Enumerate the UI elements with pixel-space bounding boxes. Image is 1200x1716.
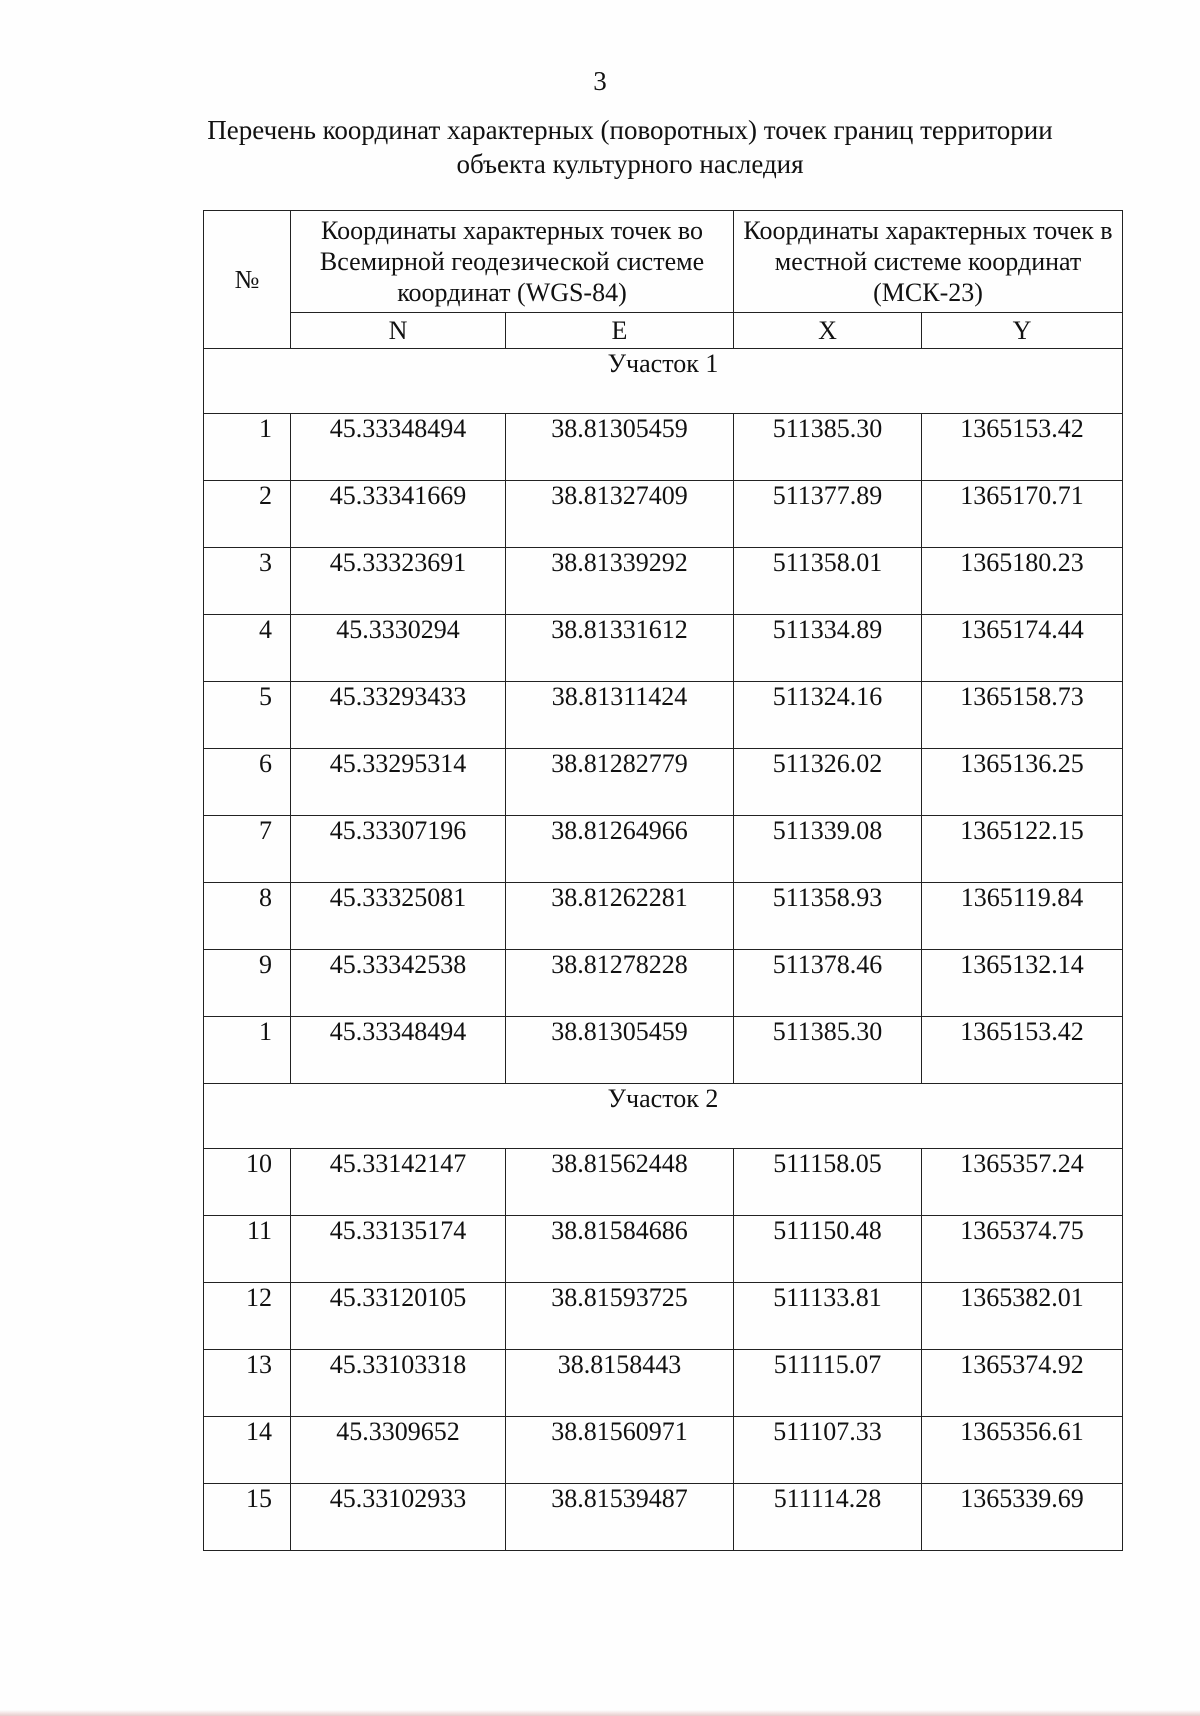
cell-n: 45.3309652 (291, 1417, 506, 1484)
cell-n: 45.33135174 (291, 1216, 506, 1283)
cell-n: 45.33325081 (291, 883, 506, 950)
cell-n: 45.33103318 (291, 1350, 506, 1417)
cell-x: 511339.08 (734, 816, 922, 883)
cell-x: 511115.07 (734, 1350, 922, 1417)
table-row (204, 1017, 1123, 1084)
cell-no: 7 (204, 816, 291, 883)
coordinates-table (203, 210, 1123, 1551)
cell-no: 14 (204, 1417, 291, 1484)
cell-y: 1365339.69 (922, 1484, 1123, 1551)
cell-n: 45.33323691 (291, 548, 506, 615)
document-title-line-2: объекта культурного наследия (456, 149, 804, 179)
cell-x: 511107.33 (734, 1417, 922, 1484)
cell-x: 511326.02 (734, 749, 922, 816)
cell-e: 38.81331612 (506, 615, 734, 682)
header-wgs84: Координаты характерных точек во Всемирной геодезической системе координат (WGS-84) (291, 211, 734, 313)
cell-x: 511378.46 (734, 950, 922, 1017)
header-e: E (506, 313, 734, 349)
cell-e: 38.81327409 (506, 481, 734, 548)
cell-n: 45.33307196 (291, 816, 506, 883)
cell-x: 511385.30 (734, 1017, 922, 1084)
cell-x: 511158.05 (734, 1149, 922, 1216)
cell-e: 38.81560971 (506, 1417, 734, 1484)
cell-e: 38.81262281 (506, 883, 734, 950)
cell-no: 1 (204, 414, 291, 481)
cell-y: 1365158.73 (922, 682, 1123, 749)
section-title: Участок 1 (204, 349, 1123, 414)
cell-n: 45.3330294 (291, 615, 506, 682)
cell-y: 1365382.01 (922, 1283, 1123, 1350)
section-row (204, 349, 1123, 414)
cell-no: 6 (204, 749, 291, 816)
header-n: N (291, 313, 506, 349)
cell-e: 38.81584686 (506, 1216, 734, 1283)
cell-n: 45.33348494 (291, 1017, 506, 1084)
table-row (204, 414, 1123, 481)
cell-y: 1365356.61 (922, 1417, 1123, 1484)
cell-n: 45.33295314 (291, 749, 506, 816)
cell-y: 1365170.71 (922, 481, 1123, 548)
cell-y: 1365180.23 (922, 548, 1123, 615)
cell-y: 1365122.15 (922, 816, 1123, 883)
cell-e: 38.81282779 (506, 749, 734, 816)
header-number: № (204, 211, 291, 349)
cell-y: 1365153.42 (922, 1017, 1123, 1084)
cell-n: 45.33120105 (291, 1283, 506, 1350)
cell-x: 511385.30 (734, 414, 922, 481)
cell-n: 45.33348494 (291, 414, 506, 481)
table-row (204, 1484, 1123, 1551)
cell-e: 38.81339292 (506, 548, 734, 615)
table-row (204, 1149, 1123, 1216)
cell-no: 3 (204, 548, 291, 615)
cell-no: 13 (204, 1350, 291, 1417)
section-row (204, 1084, 1123, 1149)
table-row (204, 816, 1123, 883)
cell-e: 38.8158443 (506, 1350, 734, 1417)
cell-x: 511114.28 (734, 1484, 922, 1551)
cell-n: 45.33142147 (291, 1149, 506, 1216)
cell-y: 1365153.42 (922, 414, 1123, 481)
cell-e: 38.81305459 (506, 1017, 734, 1084)
cell-y: 1365174.44 (922, 615, 1123, 682)
table-row (204, 883, 1123, 950)
cell-no: 5 (204, 682, 291, 749)
cell-n: 45.33341669 (291, 481, 506, 548)
cell-e: 38.81562448 (506, 1149, 734, 1216)
table-row (204, 1283, 1123, 1350)
cell-no: 10 (204, 1149, 291, 1216)
cell-no: 4 (204, 615, 291, 682)
table-subheader-row (204, 313, 1123, 349)
cell-n: 45.33102933 (291, 1484, 506, 1551)
cell-y: 1365357.24 (922, 1149, 1123, 1216)
table-row (204, 481, 1123, 548)
cell-n: 45.33293433 (291, 682, 506, 749)
cell-x: 511377.89 (734, 481, 922, 548)
table-row (204, 682, 1123, 749)
scan-edge (0, 1710, 1200, 1716)
cell-y: 1365132.14 (922, 950, 1123, 1017)
document-title-line-1: Перечень координат характерных (поворотных) точек границ территории (207, 115, 1053, 145)
cell-y: 1365119.84 (922, 883, 1123, 950)
cell-x: 511324.16 (734, 682, 922, 749)
cell-y: 1365136.25 (922, 749, 1123, 816)
cell-x: 511358.01 (734, 548, 922, 615)
table-row (204, 615, 1123, 682)
page-number: 3 (593, 66, 607, 96)
cell-e: 38.81311424 (506, 682, 734, 749)
table-row (204, 1216, 1123, 1283)
cell-no: 12 (204, 1283, 291, 1350)
cell-no: 2 (204, 481, 291, 548)
section-title: Участок 2 (204, 1084, 1123, 1149)
cell-no: 8 (204, 883, 291, 950)
cell-x: 511334.89 (734, 615, 922, 682)
cell-e: 38.81539487 (506, 1484, 734, 1551)
cell-no: 1 (204, 1017, 291, 1084)
cell-x: 511358.93 (734, 883, 922, 950)
table-row (204, 950, 1123, 1017)
header-y: Y (922, 313, 1123, 349)
cell-y: 1365374.75 (922, 1216, 1123, 1283)
document-title (150, 113, 1110, 181)
cell-y: 1365374.92 (922, 1350, 1123, 1417)
cell-no: 9 (204, 950, 291, 1017)
table-header-row (204, 211, 1123, 313)
cell-no: 15 (204, 1484, 291, 1551)
cell-e: 38.81305459 (506, 414, 734, 481)
cell-e: 38.81593725 (506, 1283, 734, 1350)
header-msk23: Координаты характерных точек в местной системе координат (МСК-23) (734, 211, 1123, 313)
cell-e: 38.81278228 (506, 950, 734, 1017)
cell-no: 11 (204, 1216, 291, 1283)
cell-x: 511150.48 (734, 1216, 922, 1283)
table-row (204, 1350, 1123, 1417)
cell-x: 511133.81 (734, 1283, 922, 1350)
cell-e: 38.81264966 (506, 816, 734, 883)
cell-n: 45.33342538 (291, 950, 506, 1017)
header-x: X (734, 313, 922, 349)
table-row (204, 1417, 1123, 1484)
table-row (204, 749, 1123, 816)
table-row (204, 548, 1123, 615)
